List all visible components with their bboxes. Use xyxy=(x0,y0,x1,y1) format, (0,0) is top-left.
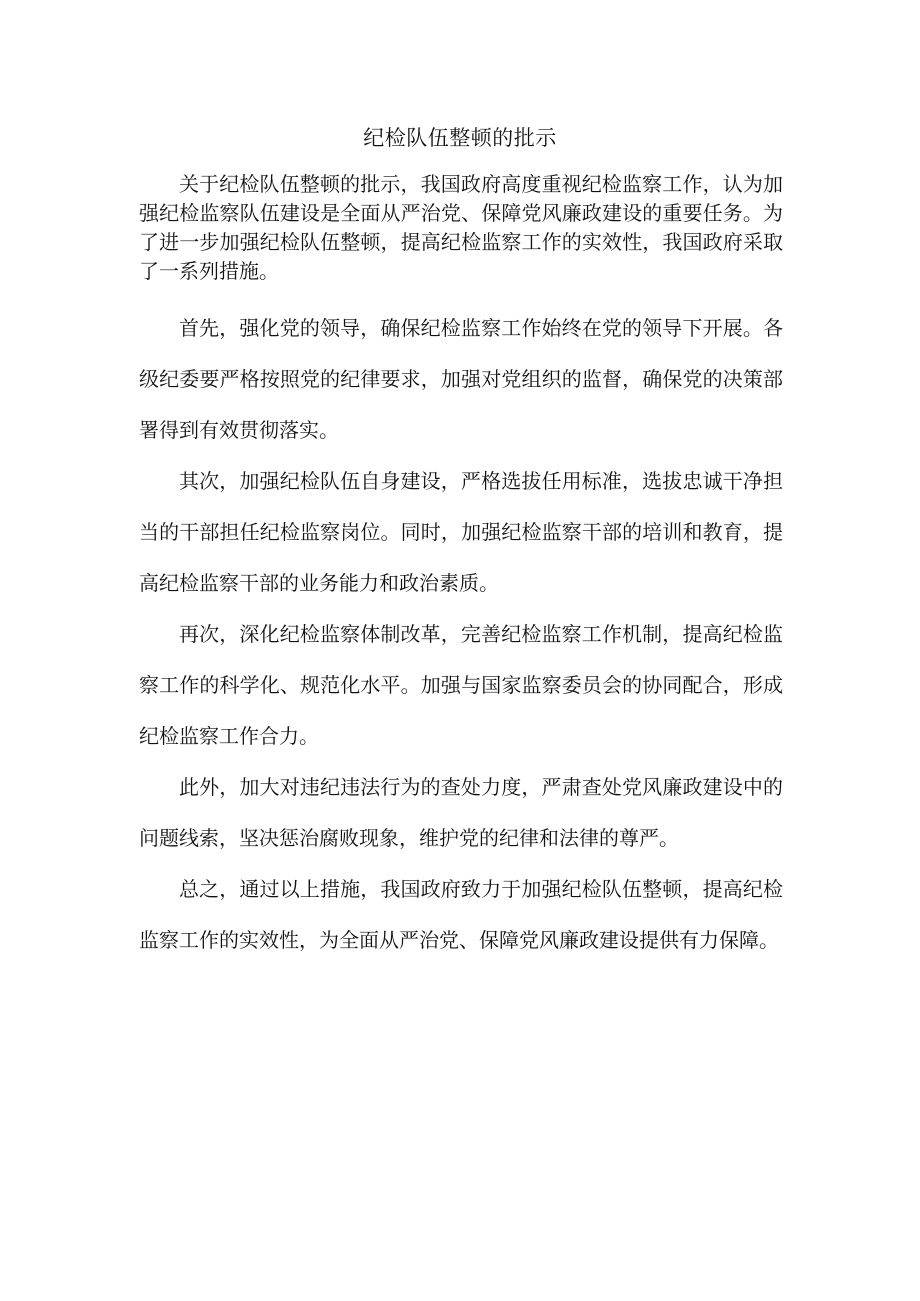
paragraph-furthermore: 此外，加大对违纪违法行为的查处力度，严肃查处党风廉政建设中的问题线索，坚决惩治腐败现象，维护党的纪律和法律的尊严。 xyxy=(139,775,783,850)
document-title: 纪检队伍整顿的批示 xyxy=(363,126,557,150)
paragraph-conclusion: 总之，通过以上措施，我国政府致力于加强纪检队伍整顿，提高纪检监察工作的实效性，为全面从严治党、保障党风廉政建设提供有力保障。 xyxy=(139,877,783,952)
paragraph-intro: 关于纪检队伍整顿的批示，我国政府高度重视纪检监察工作，认为加强纪检监察队伍建设是全面从严治党、保障党风廉政建设的重要任务。为了进一步加强纪检队伍整顿，提高纪检监察工作的实效性，我国政府采取了一系列措施。 xyxy=(139,172,783,283)
paragraph-second: 其次，加强纪检队伍自身建设，严格选拔任用标准，选拔忠诚干净担当的干部担任纪检监察岗位。同时，加强纪检监察干部的培训和教育，提高纪检监察干部的业务能力和政治素质。 xyxy=(139,469,783,595)
paragraph-first: 首先，强化党的领导，确保纪检监察工作始终在党的领导下开展。各级纪委要严格按照党的纪律要求，加强对党组织的监督，确保党的决策部署得到有效贯彻落实。 xyxy=(139,316,783,442)
document-body xyxy=(139,170,783,966)
paragraph-third: 再次，深化纪检监察体制改革，完善纪检监察工作机制，提高纪检监察工作的科学化、规范化水平。加强与国家监察委员会的协同配合，形成纪检监察工作合力。 xyxy=(139,622,783,748)
